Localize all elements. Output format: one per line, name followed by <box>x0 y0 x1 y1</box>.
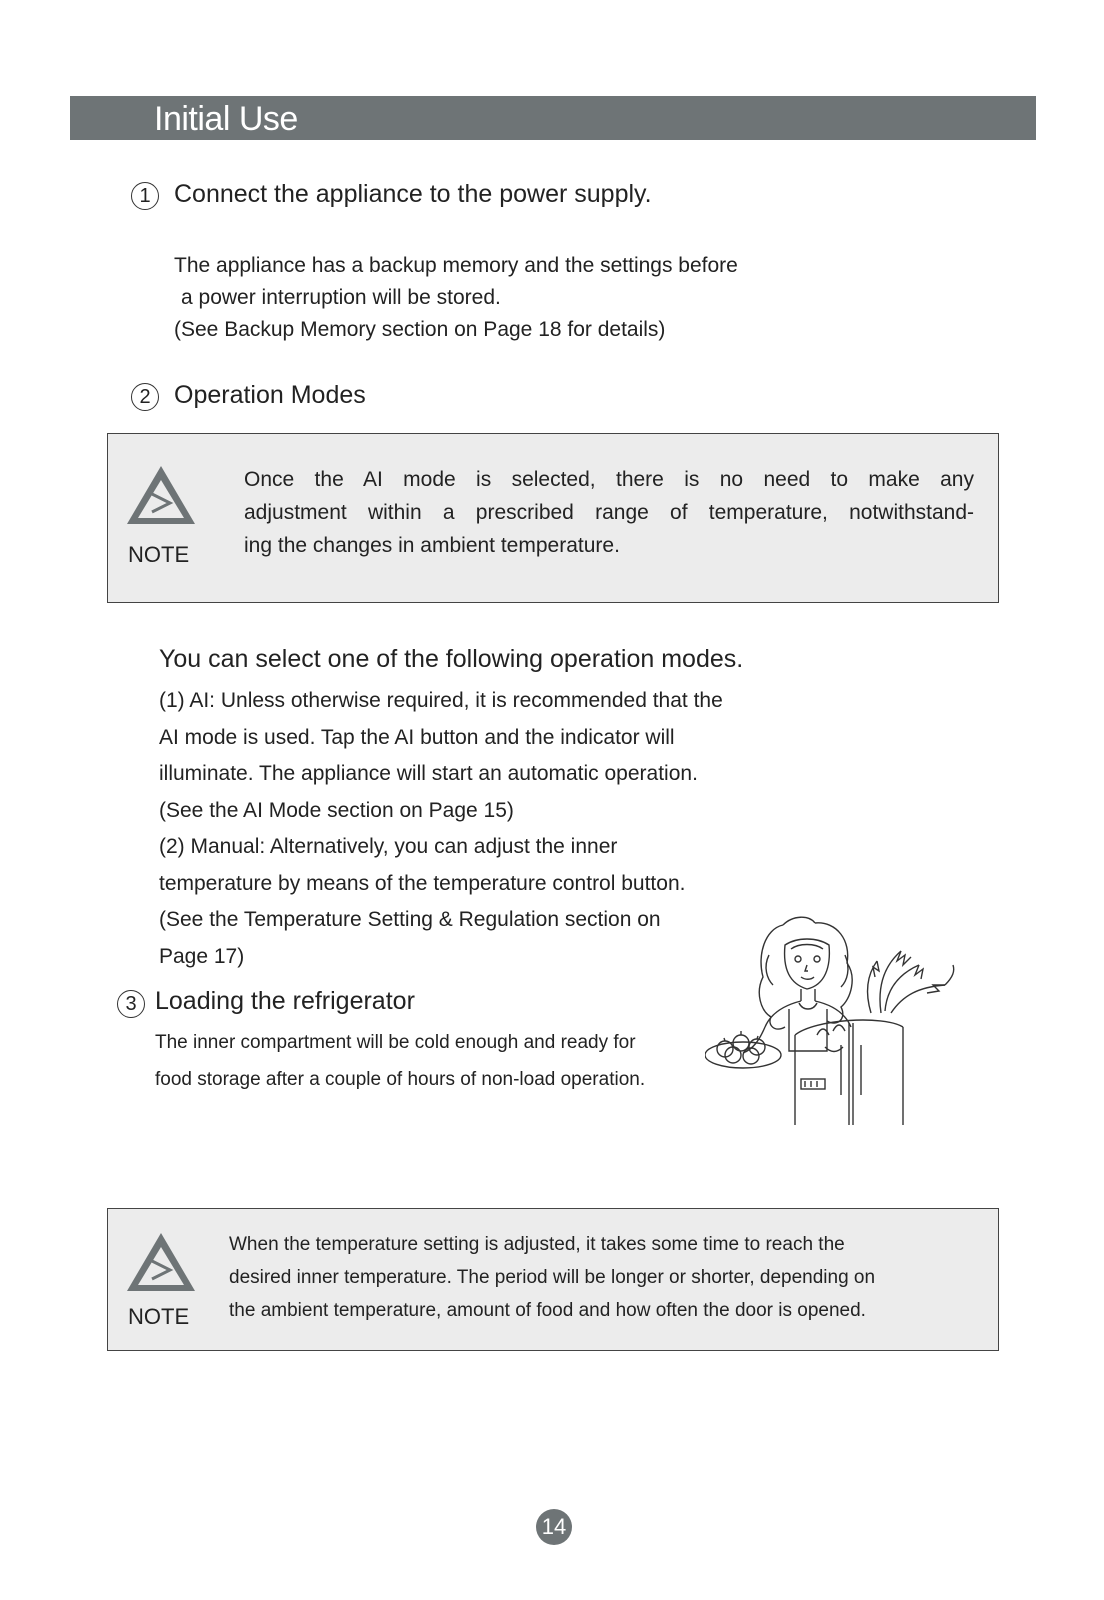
note-text <box>229 1228 989 1327</box>
note-line: Once the AI mode is selected, there is no need to make any <box>244 468 974 491</box>
step-1-title: Connect the appliance to the power supply. <box>174 180 652 208</box>
step-1-description <box>174 250 874 346</box>
modes-line: Page 17) <box>159 944 245 968</box>
step-number-1: 1 <box>131 182 159 210</box>
warning-triangle-icon <box>124 1229 198 1295</box>
note-label: NOTE <box>128 1304 190 1329</box>
modes-line: (See the AI Mode section on Page 15) <box>159 798 514 822</box>
modes-line: (2) Manual: Alternatively, you can adjust the inner <box>159 835 618 858</box>
modes-intro: You can select one of the following operation modes. <box>159 645 744 673</box>
modes-line: illuminate. The appliance will start an automatic operation. <box>159 762 698 785</box>
note-box-ai-mode <box>107 433 999 603</box>
step-number-2: 2 <box>131 383 159 411</box>
warning-triangle-icon <box>124 462 198 528</box>
note-line: ing the changes in ambient temperature. <box>244 534 620 557</box>
modes-line: temperature by means of the temperature control button. <box>159 871 686 895</box>
note-line: When the temperature setting is adjusted, it takes some time to reach the <box>229 1234 845 1255</box>
modes-line: (1) AI: Unless otherwise required, it is recommended that the <box>159 689 723 712</box>
step-2-title: Operation Modes <box>174 381 366 409</box>
section-title: Initial Use <box>154 100 298 138</box>
modes-line: (See the Temperature Setting & Regulation section on <box>159 908 661 931</box>
note-line: the ambient temperature, amount of food and how often the door is opened. <box>229 1300 866 1321</box>
note-label: NOTE <box>128 542 190 567</box>
step-number-3: 3 <box>117 990 145 1018</box>
section-header <box>70 96 1036 140</box>
step-1-line: a power interruption will be stored. <box>181 286 501 309</box>
note-line: adjustment within a prescribed range of temperature, notwithstand- <box>244 501 974 524</box>
note-line: desired inner temperature. The period will be longer or shorter, depending on <box>229 1267 876 1288</box>
note-box-temperature <box>107 1208 999 1351</box>
note-text <box>244 463 974 562</box>
step-3-title: Loading the refrigerator <box>155 987 415 1015</box>
modes-line: AI mode is used. Tap the AI button and the indicator will <box>159 725 675 749</box>
step-3-line: The inner compartment will be cold enough and ready for <box>155 1032 636 1053</box>
step-3-description <box>155 1024 715 1098</box>
step-3-line: food storage after a couple of hours of non-load operation. <box>155 1069 646 1090</box>
step-1-line: The appliance has a backup memory and the settings before <box>174 254 738 277</box>
page-number: 14 <box>536 1509 572 1545</box>
woman-with-fruit-and-refrigerator-illustration <box>705 915 990 1155</box>
step-1-line: (See Backup Memory section on Page 18 for details) <box>174 318 666 341</box>
